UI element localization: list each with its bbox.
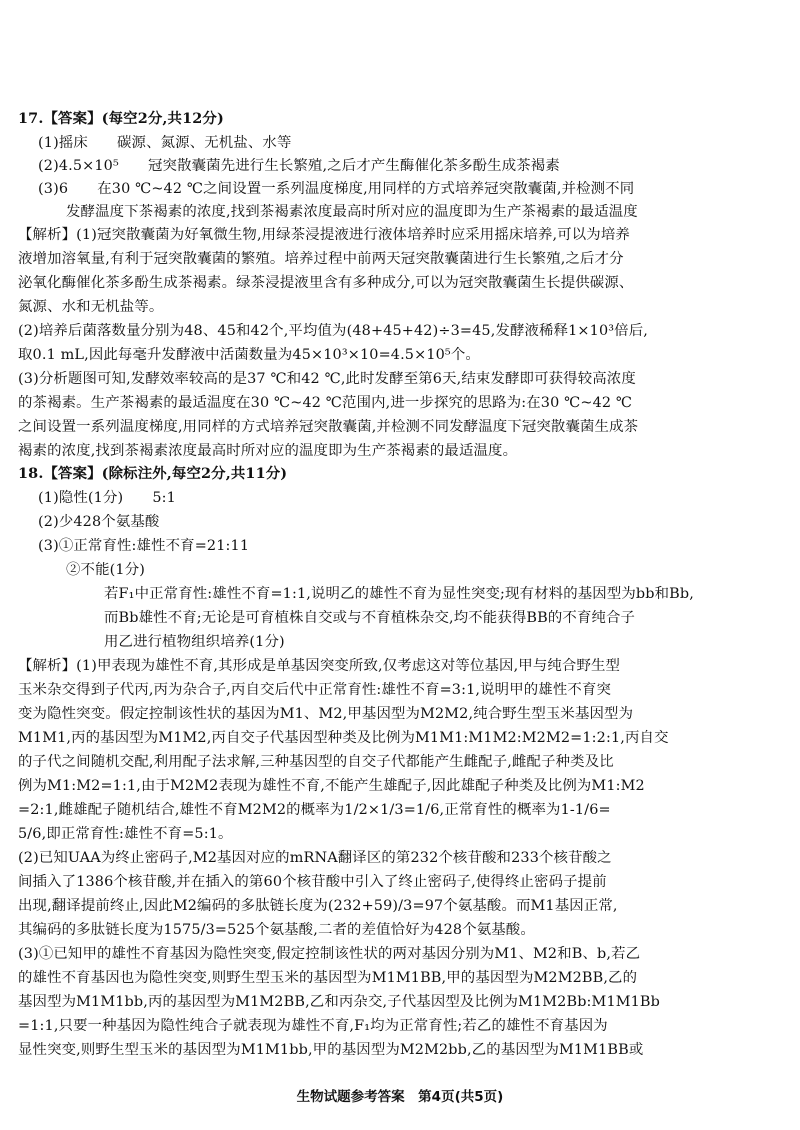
q18-analysis-line: (2)已知UAA为终止密码子,M2基因对应的mRNA翻译区的第232个核苷酸和233个核苷酸之 bbox=[18, 850, 612, 866]
q17-analysis-line: 泌氧化酶催化茶多酚生成茶褐素。绿茶浸提液里含有多种成分,可以为冠突散囊菌生长提供碳源、 bbox=[18, 275, 634, 291]
q17-analysis-line: 氮源、水和无机盐等。 bbox=[18, 299, 164, 315]
q17-answer-2: (2)4.5×10⁵ 冠突散囊菌先进行生长繁殖,之后才产生酶催化茶多酚生成茶褐素 bbox=[38, 158, 560, 174]
q18-answer-3-2-reason: 而Bb雄性不育;无论是可育植株自交或与不育植株杂交,均不能获得BB的不育纯合子 bbox=[104, 610, 636, 626]
q17-analysis-line: (2)培养后菌落数量分别为48、45和42个,平均值为(48+45+42)÷3=45,发酵液稀释1×10³倍后, bbox=[18, 323, 648, 339]
q17-answer-3-cont: 发酵温度下茶褐素的浓度,找到茶褐素浓度最高时所对应的温度即为生产茶褐素的最适温度 bbox=[66, 204, 638, 220]
q18-analysis-line: 的子代之间随机交配,利用配子法求解,三种基因型的自交子代都能产生雌配子,雌配子种类及比 bbox=[18, 754, 614, 770]
q18-analysis-line: =2:1,雌雄配子随机结合,雄性不育M2M2的概率为1/2×1/3=1/6,正常育性的概率为1-1/6= bbox=[18, 802, 611, 818]
q17-analysis-line: 液增加溶氧量,有利于冠突散囊菌的繁殖。培养过程中前两天冠突散囊菌进行生长繁殖,之后才分 bbox=[18, 251, 624, 267]
q18-analysis-line: 例为M1:M2=1:1,由于M2M2表现为雄性不育,不能产生雄配子,因此雄配子种类及比例为M1:M2 bbox=[18, 778, 645, 794]
page-footer: 生物试题参考答案 第4页(共5页) bbox=[296, 1089, 504, 1105]
q17-answer-1: (1)摇床 碳源、氮源、无机盐、水等 bbox=[38, 135, 292, 151]
q18-analysis-line: 玉米杂交得到子代丙,丙为杂合子,丙自交后代中正常育性:雄性不育=3:1,说明甲的雄性不育突 bbox=[18, 682, 611, 698]
q17-analysis-line: 取0.1 mL,因此每毫升发酵液中活菌数量为45×10³×10=4.5×10⁵个。 bbox=[18, 347, 480, 363]
q18-analysis-line: =1:1,只要一种基因为隐性纯合子就表现为雄性不育,F₁均为正常育性;若乙的雄性不育基因为 bbox=[18, 1018, 608, 1034]
q18-answer-2: (2)少428个氨基酸 bbox=[38, 514, 160, 530]
q18-analysis-line: 【解析】(1)甲表现为雄性不育,其形成是单基因突变所致,仅考虑这对等位基因,甲与纯合野生型 bbox=[18, 658, 621, 674]
q18-analysis-line: 基因型为M1M1bb,丙的基因型为M1M2BB,乙和丙杂交,子代基因型及比例为M1M2Bb:M1M1Bb bbox=[18, 994, 661, 1010]
q17-analysis-line: 【解析】(1)冠突散囊菌为好氧微生物,用绿茶浸提液进行液体培养时应采用摇床培养,可以为培养 bbox=[18, 227, 630, 243]
q17-answer-3: (3)6 在30 ℃~42 ℃之间设置一系列温度梯度,用同样的方式培养冠突散囊菌,并检测不同 bbox=[38, 181, 635, 197]
q17-analysis-line: (3)分析题图可知,发酵效率较高的是37 ℃和42 ℃,此时发酵至第6天,结束发酵即可获得较高浓度 bbox=[18, 371, 636, 387]
q18-analysis-line: M1M1,丙的基因型为M1M2,丙自交子代基因型种类及比例为M1M1:M1M2:M2M2=1:2:1,丙自交 bbox=[18, 730, 669, 746]
q18-analysis-line: 变为隐性突变。假定控制该性状的基因为M1、M2,甲基因型为M2M2,纯合野生型玉米基因型为 bbox=[18, 706, 634, 722]
q17-analysis-line: 的茶褐素。生产茶褐素的最适温度在30 ℃~42 ℃范围内,进一步探究的思路为:在30 ℃~42 ℃ bbox=[18, 395, 633, 411]
q18-answer-3: (3)①正常育性:雄性不育=21:11 bbox=[38, 538, 250, 554]
q18-answer-3-2-reason: 若F₁中正常育性:雄性不育=1:1,说明乙的雄性不育为显性突变;现有材料的基因型为bb和Bb, bbox=[104, 586, 694, 602]
q18-analysis-line: (3)①已知甲的雄性不育基因为隐性突变,假定控制该性状的两对基因分别为M1、M2和B、b,若乙 bbox=[18, 946, 641, 962]
q18-analysis-line: 其编码的多肽链长度为1575/3=525个氨基酸,二者的差值恰好为428个氨基酸。 bbox=[18, 922, 535, 938]
q17-analysis-line: 褐素的浓度,找到茶褐素浓度最高时所对应的温度即为生产茶褐素的最适温度。 bbox=[18, 443, 518, 459]
q17-analysis-line: 之间设置一系列温度梯度,用同样的方式培养冠突散囊菌,并检测不同发酵温度下冠突散囊菌生成茶 bbox=[18, 419, 639, 435]
q18-answer-3-2: ②不能(1分) bbox=[66, 562, 145, 578]
q18-analysis-line: 显性突变,则野生型玉米的基因型为M1M1bb,甲的基因型为M2M2bb,乙的基因型为M1M1BB或 bbox=[18, 1042, 644, 1058]
q18-answer-3-3: 用乙进行植物组织培养(1分) bbox=[104, 634, 285, 650]
q18-answer-1: (1)隐性(1分) 5:1 bbox=[38, 490, 176, 506]
q18-analysis-line: 间插入了1386个核苷酸,并在插入的第60个核苷酸中引入了终止密码子,使得终止密码子提前 bbox=[18, 874, 607, 890]
q17-header: 17.【答案】(每空2分,共12分) bbox=[18, 110, 224, 127]
q18-header: 18.【答案】(除标注外,每空2分,共11分) bbox=[18, 465, 288, 482]
q18-analysis-line: 5/6,即正常育性:雄性不育=5:1。 bbox=[18, 826, 233, 842]
q18-analysis-line: 出现,翻译提前终止,因此M2编码的多肽链长度为(232+59)/3=97个氨基酸。而M1基因正常, bbox=[18, 898, 618, 914]
q18-analysis-line: 的雄性不育基因也为隐性突变,则野生型玉米的基因型为M1M1BB,甲的基因型为M2M2BB,乙的 bbox=[18, 970, 638, 986]
